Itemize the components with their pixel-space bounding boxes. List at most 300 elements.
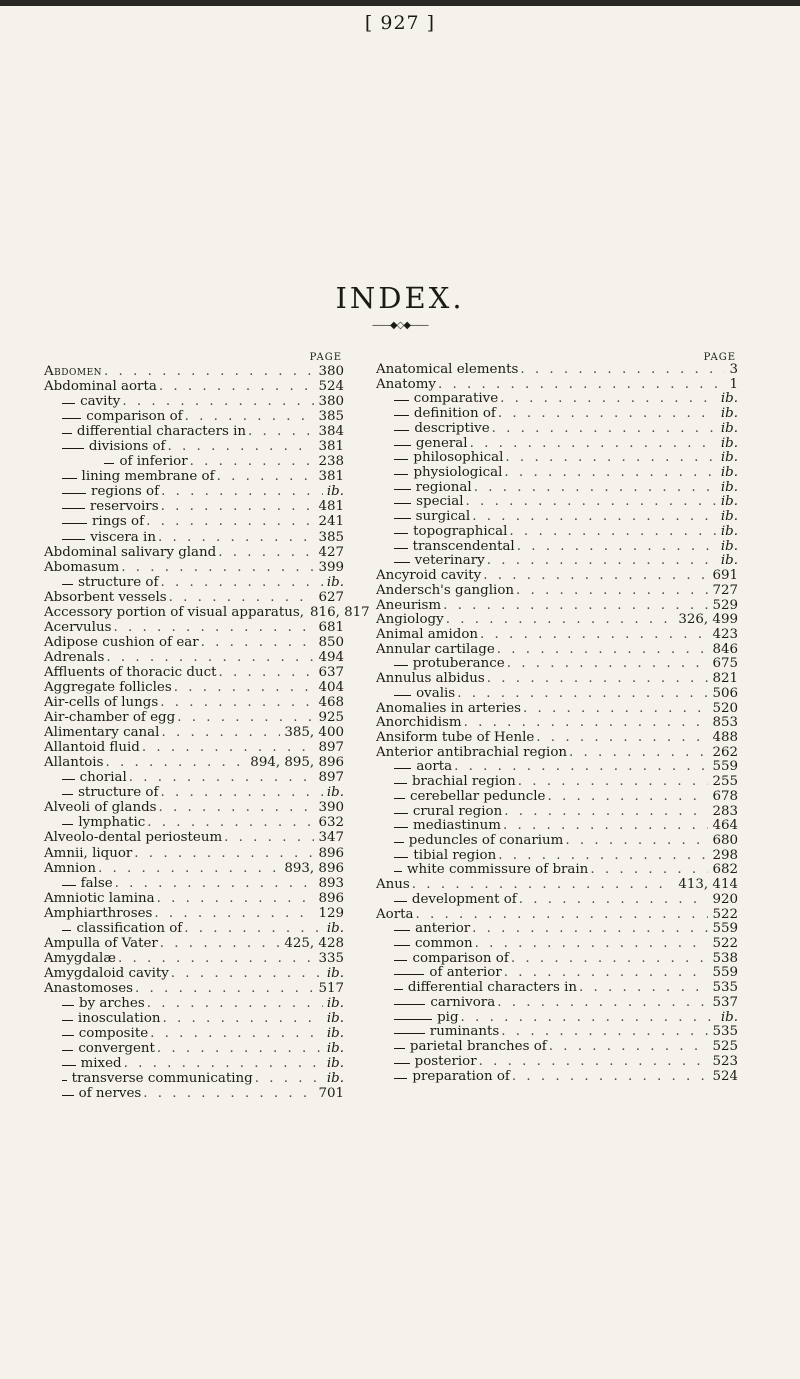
entry-page: 385 — [318, 529, 344, 545]
entry-page: 481 — [318, 499, 344, 515]
entry-label: Anorchidism — [376, 715, 462, 731]
entry-label: brachial region — [411, 774, 516, 790]
index-entry — [376, 613, 738, 628]
entry-label: anterior — [415, 921, 471, 937]
repeat-dash — [394, 827, 408, 828]
dot-leader — [217, 665, 315, 680]
entry-page: ib. — [720, 479, 738, 495]
entry-label: comparison of — [412, 950, 509, 966]
repeat-dash — [62, 433, 72, 434]
entry-label: Amygdaloid cavity — [44, 965, 169, 981]
dot-leader — [436, 378, 725, 393]
entry-page: 678 — [712, 788, 738, 804]
entry-page: 637 — [318, 664, 344, 680]
index-entry — [44, 861, 344, 876]
entry-label: Absorbent vessels — [44, 589, 167, 605]
entry-label: comparison of — [86, 409, 183, 425]
entry-label: differential characters in — [407, 980, 577, 996]
dot-leader — [144, 514, 314, 529]
entry-page: 335 — [318, 950, 344, 966]
entry-page: 897 — [318, 740, 344, 756]
repeat-dash — [394, 562, 410, 563]
entry-page: 524 — [318, 379, 344, 395]
dot-leader — [478, 628, 708, 643]
dot-leader — [111, 620, 314, 635]
entry-page: 283 — [712, 803, 738, 819]
entry-label: mediastinum — [413, 818, 501, 834]
index-entry-list — [376, 363, 738, 1084]
entry-label: Ansiform tube of Henle — [376, 729, 535, 745]
entry-page: 380 — [318, 394, 344, 410]
title-ornament: ——◆◇◆—— — [371, 320, 429, 331]
entry-label: general — [415, 435, 468, 451]
repeat-dash — [62, 584, 73, 585]
repeat-dash — [394, 798, 405, 799]
entry-label: veterinary — [414, 553, 485, 569]
repeat-dash — [62, 508, 85, 509]
repeat-dash — [394, 1033, 425, 1034]
repeat-dash — [62, 1005, 74, 1006]
entry-page: ib. — [720, 523, 738, 539]
dot-leader — [253, 1071, 323, 1086]
entry-page: 816, 817 — [310, 604, 370, 620]
repeat-dash — [394, 1019, 432, 1020]
index-entry — [44, 499, 344, 514]
index-entry — [44, 665, 344, 680]
index-entry — [376, 481, 738, 496]
dot-leader — [496, 849, 708, 864]
repeat-dash — [62, 1035, 74, 1036]
index-entry — [44, 680, 344, 695]
index-entry — [44, 1056, 344, 1071]
index-entry — [44, 891, 344, 906]
entry-label: peduncles of conarium — [408, 833, 564, 848]
index-entry — [376, 1070, 738, 1085]
entry-page: 559 — [712, 759, 738, 775]
dot-leader — [547, 1040, 709, 1055]
index-entry — [376, 466, 738, 481]
index-entry — [44, 1086, 344, 1101]
entry-label: of inferior — [119, 454, 188, 470]
entry-label: Accessory portion of visual apparatus, — [44, 604, 305, 620]
repeat-dash — [394, 548, 408, 549]
dot-leader — [140, 740, 315, 755]
dot-leader — [503, 451, 716, 466]
index-entry — [44, 785, 344, 800]
index-entry — [44, 981, 344, 996]
dot-leader — [502, 966, 709, 981]
entry-label: tibial region — [413, 847, 497, 863]
index-entry — [376, 554, 738, 569]
dot-leader — [481, 569, 708, 584]
entry-page: 468 — [318, 695, 344, 711]
index-entry — [44, 800, 344, 815]
index-entry — [44, 514, 344, 529]
repeat-dash — [394, 945, 410, 946]
dot-leader — [103, 755, 246, 770]
dot-leader — [132, 846, 314, 861]
dot-leader — [159, 499, 315, 514]
entry-label: Andersch's ganglion — [376, 582, 514, 598]
dot-leader — [410, 878, 675, 893]
entry-page: 404 — [318, 679, 344, 695]
dot-leader — [516, 775, 709, 790]
dot-leader — [215, 469, 315, 484]
entry-label: chorial — [79, 770, 127, 786]
entry-label: structure of — [78, 785, 159, 801]
index-entry — [44, 740, 344, 755]
repeat-dash — [394, 489, 411, 490]
entry-page: 559 — [712, 965, 738, 981]
entry-page: 298 — [712, 847, 738, 863]
repeat-dash — [394, 842, 404, 843]
entry-page: 681 — [318, 619, 344, 635]
dot-leader — [455, 687, 708, 702]
dot-leader — [169, 966, 323, 981]
dot-leader — [462, 716, 709, 731]
dot-leader — [501, 819, 708, 834]
entry-page: 520 — [712, 700, 738, 716]
dot-leader — [414, 908, 709, 923]
entry-label: Abdominal salivary gland — [44, 544, 217, 560]
index-entry — [376, 407, 738, 422]
index-entry — [376, 569, 738, 584]
index-entry — [376, 1025, 738, 1040]
entry-label: Abdomen — [44, 364, 103, 379]
entry-page: 399 — [318, 559, 344, 575]
entry-label: protuberance — [412, 656, 505, 672]
entry-label: pig — [437, 1009, 459, 1025]
entry-page: ib. — [720, 450, 738, 466]
dot-leader — [158, 695, 314, 710]
repeat-dash — [394, 813, 408, 814]
repeat-dash — [394, 1063, 410, 1064]
repeat-dash — [104, 463, 114, 464]
dot-leader — [485, 554, 717, 569]
dot-leader — [588, 863, 708, 878]
entry-label: regional — [415, 479, 472, 495]
dot-leader — [216, 545, 314, 560]
entry-page: 727 — [712, 582, 738, 598]
entry-page: 381 — [318, 469, 344, 485]
dot-leader — [567, 746, 708, 761]
entry-page: 680 — [712, 833, 738, 848]
index-entry — [376, 540, 738, 555]
entry-label: parietal branches of — [409, 1039, 547, 1055]
entry-label: Amniotic lamina — [44, 890, 155, 906]
dot-leader — [155, 891, 315, 906]
entry-page: 262 — [712, 744, 738, 760]
entry-label: Amnii, liquor — [44, 845, 133, 861]
entry-page: 535 — [712, 1024, 738, 1040]
index-entry — [376, 937, 738, 952]
dot-leader — [182, 921, 323, 936]
dot-leader — [127, 770, 315, 785]
dot-leader — [96, 861, 280, 876]
entry-page: ib. — [326, 920, 344, 936]
index-entry — [44, 876, 344, 891]
index-entry — [44, 590, 344, 605]
entry-page: ib. — [720, 538, 738, 554]
dot-leader — [148, 1026, 323, 1041]
index-entry — [44, 545, 344, 560]
repeat-dash — [62, 1095, 74, 1096]
entry-label: development of — [411, 891, 517, 907]
entry-label: of nerves — [78, 1086, 142, 1102]
entry-label: lining membrane of — [81, 469, 215, 485]
index-entry — [44, 936, 344, 951]
dot-leader — [495, 643, 709, 658]
index-entry — [44, 409, 344, 424]
entry-page: ib. — [326, 1071, 344, 1087]
index-entry — [376, 643, 738, 658]
index-entry — [44, 364, 344, 379]
repeat-dash — [394, 901, 407, 902]
repeat-dash — [394, 400, 409, 401]
entry-label: lymphatic — [78, 815, 146, 831]
entry-page: 529 — [712, 597, 738, 613]
dot-leader — [167, 590, 315, 605]
dot-leader — [477, 1055, 709, 1070]
entry-page: ib. — [326, 995, 344, 1011]
repeat-dash — [394, 1048, 405, 1049]
dot-leader — [472, 481, 717, 496]
entry-page: 925 — [318, 710, 344, 726]
entry-page: 525 — [712, 1039, 738, 1055]
repeat-dash — [394, 857, 408, 858]
entry-page: 920 — [712, 891, 738, 907]
entry-page: 535 — [712, 980, 738, 996]
repeat-dash — [394, 665, 408, 666]
entry-label: surgical — [415, 509, 471, 525]
entry-page: ib. — [326, 1056, 344, 1072]
entry-page: 896 — [318, 845, 344, 861]
dot-leader — [161, 1011, 323, 1026]
index-entry — [44, 484, 344, 499]
index-entry — [376, 1055, 738, 1070]
entry-label: Anatomy — [376, 376, 436, 392]
dot-leader — [122, 1056, 323, 1071]
entry-label: Alimentary canal — [44, 725, 160, 741]
entry-page: 632 — [318, 815, 344, 831]
index-entry — [44, 454, 344, 469]
dot-leader — [172, 680, 315, 695]
entry-label: philosophical — [413, 450, 504, 466]
index-entry — [376, 584, 738, 599]
entry-page: ib. — [720, 435, 738, 451]
repeat-dash — [394, 415, 409, 416]
dot-leader — [509, 952, 709, 967]
index-entry — [44, 725, 344, 740]
dot-leader — [517, 893, 709, 908]
index-entry — [376, 672, 738, 687]
index-entry — [376, 716, 738, 731]
index-entry — [376, 819, 738, 834]
index-entry — [376, 378, 738, 393]
dot-leader — [102, 364, 314, 379]
repeat-dash — [394, 474, 408, 475]
entry-page: 675 — [712, 656, 738, 672]
entry-page: 893, 896 — [284, 860, 344, 876]
entry-label: Adrenals — [44, 649, 105, 665]
entry-label: Ampulla of Vater — [44, 935, 158, 951]
dot-leader — [183, 409, 315, 424]
index-entry — [376, 966, 738, 981]
repeat-dash — [394, 503, 411, 504]
repeat-dash — [394, 695, 411, 696]
entry-page: ib. — [720, 494, 738, 510]
entry-page: 522 — [712, 936, 738, 952]
dot-leader — [496, 407, 717, 422]
entry-label: Amphiarthroses — [44, 905, 153, 921]
entry-page: 1 — [729, 376, 738, 392]
entry-label: Anatomical elements — [376, 362, 519, 377]
entry-page: 488 — [712, 729, 738, 745]
entry-page: 423 — [712, 626, 738, 642]
dot-leader — [507, 525, 716, 540]
repeat-dash — [394, 974, 424, 975]
dot-leader — [441, 599, 708, 614]
entry-label: definition of — [413, 406, 496, 422]
index-entry — [44, 710, 344, 725]
index-entry — [44, 530, 344, 545]
dot-leader — [119, 560, 314, 575]
dot-leader — [199, 635, 315, 650]
entry-label: Alveolo-dental periosteum — [44, 830, 223, 846]
entry-label: physiological — [413, 465, 503, 481]
index-entry — [44, 424, 344, 439]
index-entry — [376, 863, 738, 878]
entry-label: Allantois — [44, 755, 104, 771]
entry-label: Annular cartilage — [376, 641, 495, 657]
index-entry — [376, 422, 738, 437]
index-entry — [44, 379, 344, 394]
index-entry — [44, 695, 344, 710]
dot-leader — [490, 422, 717, 437]
dot-leader — [158, 936, 281, 951]
entry-page: ib. — [326, 574, 344, 590]
index-entry — [376, 657, 738, 672]
index-entry — [44, 921, 344, 936]
repeat-dash — [62, 1020, 73, 1021]
entry-page: 384 — [318, 424, 344, 440]
dot-leader — [156, 530, 314, 545]
dot-leader — [116, 951, 315, 966]
dot-leader — [444, 613, 675, 628]
page-title: INDEX. — [335, 281, 465, 315]
top-rule — [0, 0, 800, 6]
dot-leader — [485, 672, 709, 687]
entry-label: special — [416, 494, 464, 510]
dot-leader — [514, 584, 708, 599]
index-column-right — [376, 352, 738, 1084]
entry-page: 627 — [318, 589, 344, 605]
dot-leader — [141, 1086, 314, 1101]
index-entry — [376, 996, 738, 1011]
entry-label: cerebellar peduncle — [409, 788, 546, 804]
repeat-dash — [394, 768, 411, 769]
entry-page: ib. — [326, 965, 344, 981]
repeat-dash — [62, 403, 75, 404]
repeat-dash — [394, 1004, 425, 1005]
index-entry — [376, 805, 738, 820]
dot-leader — [157, 379, 315, 394]
entry-label: carnivora — [430, 994, 496, 1010]
entry-page: 538 — [712, 950, 738, 966]
entry-page: ib. — [720, 420, 738, 436]
index-entry — [44, 650, 344, 665]
index-entry — [376, 981, 738, 996]
entry-page: 494 — [318, 649, 344, 665]
index-entry — [44, 846, 344, 861]
entry-label: false — [80, 875, 113, 891]
dot-leader — [145, 815, 314, 830]
repeat-dash — [62, 523, 87, 524]
entry-page: ib. — [720, 406, 738, 422]
index-entry — [44, 635, 344, 650]
entry-page: 381 — [318, 439, 344, 455]
index-entry-list — [44, 364, 370, 1102]
index-entry — [376, 1011, 738, 1026]
dot-leader — [120, 394, 314, 409]
repeat-dash — [62, 539, 85, 540]
entry-label: Anus — [376, 877, 410, 893]
entry-page: 506 — [712, 685, 738, 701]
entry-page: 255 — [712, 774, 738, 790]
index-entry — [376, 392, 738, 407]
index-entry — [44, 439, 344, 454]
entry-page: 701 — [318, 1086, 344, 1102]
index-entry — [44, 770, 344, 785]
dot-leader — [518, 363, 725, 378]
repeat-dash — [394, 533, 408, 534]
index-entry — [376, 834, 738, 849]
index-entry — [44, 906, 344, 921]
index-entry — [44, 1011, 344, 1026]
entry-page: 897 — [318, 770, 344, 786]
entry-label: Air-cells of lungs — [44, 695, 159, 711]
entry-label: Adipose cushion of ear — [44, 634, 199, 650]
entry-page: 691 — [712, 568, 738, 584]
dot-leader — [515, 540, 717, 555]
dot-leader — [155, 1041, 323, 1056]
index-entry — [376, 451, 738, 466]
index-entry — [376, 775, 738, 790]
index-entry — [376, 878, 738, 893]
index-entry — [376, 495, 738, 510]
entry-page: 524 — [712, 1068, 738, 1084]
index-entry — [376, 849, 738, 864]
dot-leader — [470, 510, 717, 525]
dot-leader — [502, 466, 716, 481]
entry-page: ib. — [326, 1041, 344, 1057]
index-entry — [44, 560, 344, 575]
entry-label: composite — [78, 1026, 149, 1042]
entry-page: 894, 895, 896 — [250, 755, 344, 771]
entry-page: 390 — [318, 800, 344, 816]
dot-leader — [468, 437, 717, 452]
entry-page: 347 — [318, 830, 344, 846]
repeat-dash — [394, 783, 407, 784]
index-entry — [376, 952, 738, 967]
entry-page: 464 — [712, 818, 738, 834]
dot-leader — [577, 981, 708, 996]
entry-label: cavity — [80, 394, 121, 410]
index-entry — [44, 951, 344, 966]
index-entry — [44, 755, 344, 770]
dot-leader — [175, 710, 314, 725]
entry-page: ib. — [326, 785, 344, 801]
